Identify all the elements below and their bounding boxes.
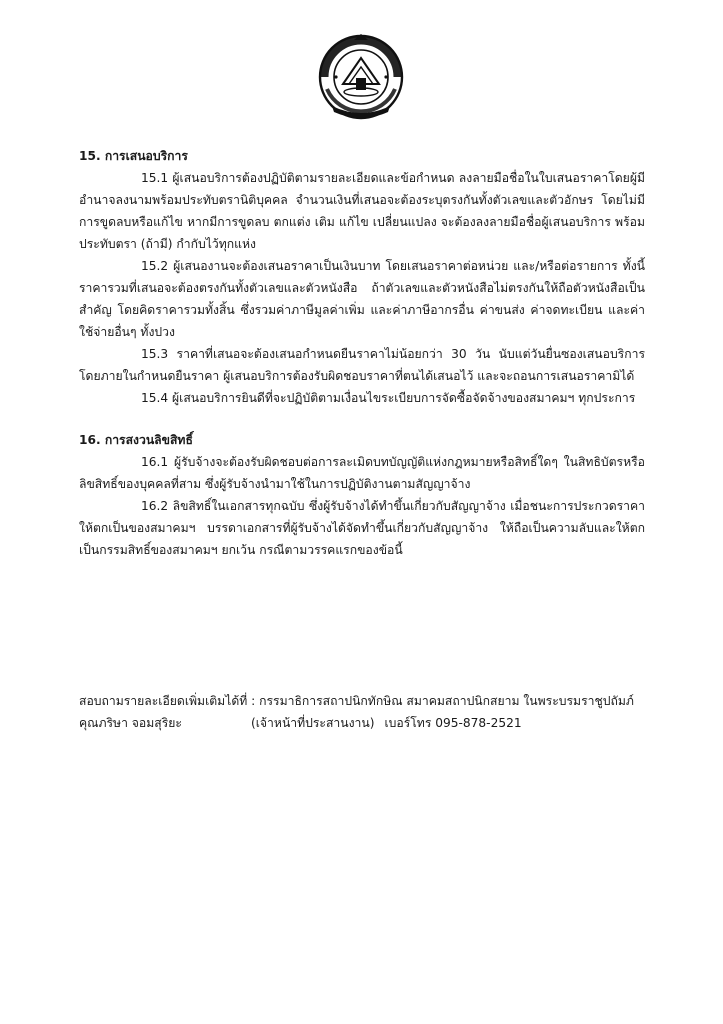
- clause-15-3: 15.3 ราคาที่เสนอจะต้องเสนอกำหนดยืนราคาไม่น้อยกว่า 30 วัน นับแต่วันยื่นซองเสนอบริการ โดยภายในกำหนดยืนราคา ผู้เสนอบริการต้องรับผิดชอบราคาที่ตนได้เสนอไว้ และจะถอนการเสนอราคามิได้: [79, 347, 645, 383]
- contact-phone: เบอร์โทร 095-878-2521: [384, 716, 522, 730]
- section-heading-copyright: 16. การสงวนลิขสิทธิ์: [79, 433, 193, 447]
- contact-info: [79, 690, 659, 734]
- contact-role: (เจ้าหน้าที่ประสานงาน): [251, 716, 375, 730]
- clause-15-1: 15.1 ผู้เสนอบริการต้องปฏิบัติตามรายละเอียดและข้อกำหนด ลงลายมือชื่อในใบเสนอราคาโดยผู้มีอำนาจลงนามพร้อมประทับตรานิติบุคคล จำนวนเงินที่เสนอจะต้องระบุตรงกันทั้งตัวเลขและตัวอักษร โดยไม่มีการขูดลบหรือแก้ไข หากมีการขูดลบ ตกแต่ง เติม แก้ไข เปลี่ยนแปลง จะต้องลงลายมือชื่อผู้เสนอบริการ พร้อมประทับตรา (ถ้ามี) กำกับไว้ทุกแห่ง: [79, 171, 645, 251]
- clause-15-2: 15.2 ผู้เสนองานจะต้องเสนอราคาเป็นเงินบาท โดยเสนอราคาต่อหน่วย และ/หรือต่อรายการ ทั้งนี้ ราคารวมที่เสนอจะต้องตรงกันทั้งตัวเลขและตัวหนังสือ ถ้าตัวเลขและตัวหนังสือไม่ตรงกันให้ถือตัวหนังสือเป็นสำคัญ โดยคิดราคารวมทั้งสิ้น ซึ่งรวมค่าภาษีมูลค่าเพิ่ม และค่าภาษีอากรอื่น ค่าขนส่ง ค่าจดทะเบียน และค่าใช้จ่ายอื่นๆ ทั้งปวง: [79, 259, 645, 339]
- contact-name: คุณภริษา จอมสุริยะ: [79, 716, 182, 730]
- contact-line-person: [79, 712, 659, 734]
- contact-line-organization: สอบถามรายละเอียดเพิ่มเติมได้ที่ : กรรมาธิการสถาปนิกทักษิณ สมาคมสถาปนิกสยาม ในพระบรมราชูปถัมภ์: [79, 694, 634, 708]
- association-seal-logo: [318, 34, 404, 120]
- document-body: [79, 145, 645, 561]
- section-spacer: [79, 409, 645, 429]
- clause-15-4: 15.4 ผู้เสนอบริการยินดีที่จะปฏิบัติตามเงื่อนไขระเบียบการจัดซื้อจัดจ้างของสมาคมฯ ทุกประการ: [141, 391, 636, 405]
- section-heading-offer: 15. การเสนอบริการ: [79, 149, 188, 163]
- clause-16-1: 16.1 ผู้รับจ้างจะต้องรับผิดชอบต่อการละเมิดบทบัญญัติแห่งกฎหมายหรือสิทธิ์ใดๆ ในสิทธิบัตรหรือลิขสิทธิ์ของบุคคลที่สาม ซึ่งผู้รับจ้างนำมาใช้ในการปฏิบัติงานตามสัญญาจ้าง: [79, 455, 645, 491]
- clause-16-2: 16.2 ลิขสิทธิ์ในเอกสารทุกฉบับ ซึ่งผู้รับจ้างได้ทำขึ้นเกี่ยวกับสัญญาจ้าง เมื่อชนะการประกวดราคา ให้ตกเป็นของสมาคมฯ บรรดาเอกสารที่ผู้รับจ้างได้จัดทำขึ้นเกี่ยวกับสัญญาจ้าง ให้ถือเป็นความลับและให้ตกเป็นกรรมสิทธิ์ของสมาคมฯ ยกเว้น กรณีตามวรรคแรกของข้อนี้: [79, 499, 645, 557]
